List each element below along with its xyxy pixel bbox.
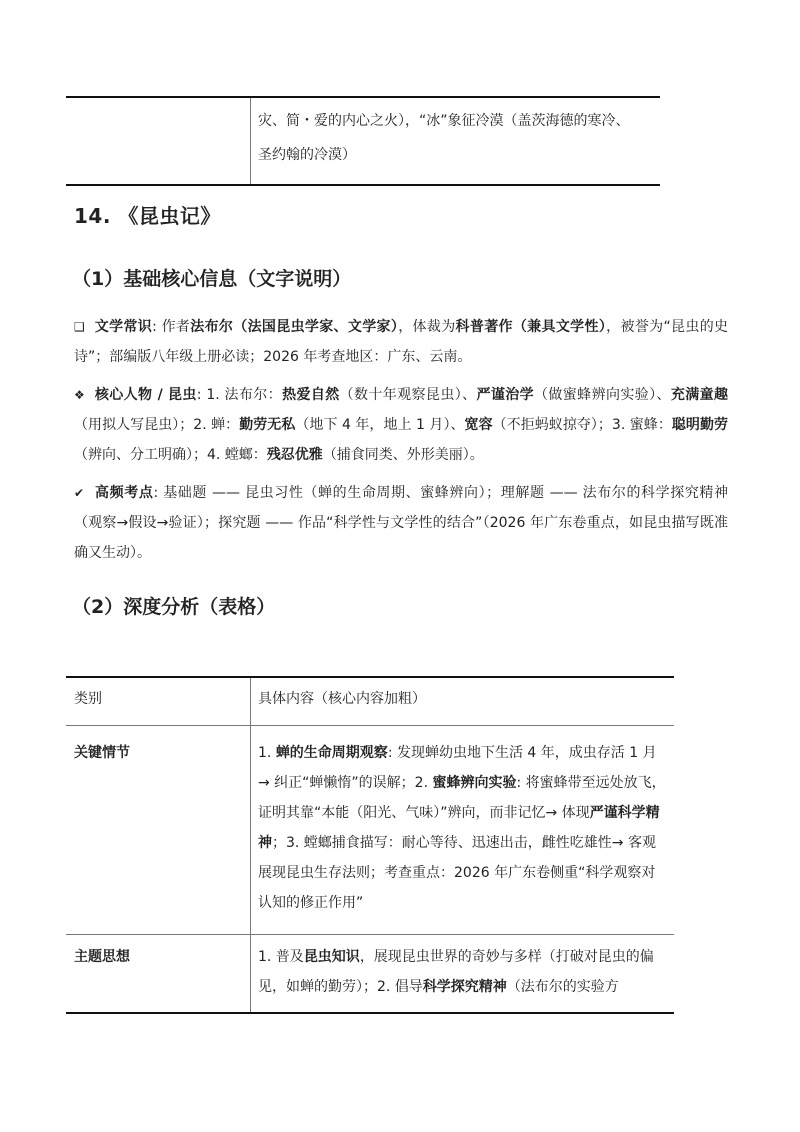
bold-text: 蜜蜂辨向实验 bbox=[432, 775, 517, 791]
paragraph-lead: 文学常识 bbox=[94, 319, 153, 335]
checkmark-icon: ✔ bbox=[74, 486, 85, 500]
cell-line: 灾、简・爱的内心之火），“冰”象征冷漠（盖茨海德的寒冷、 bbox=[258, 113, 630, 129]
text: ，体裁为 bbox=[398, 319, 456, 335]
bold-text: 残忍优雅 bbox=[266, 447, 323, 463]
checkbox-icon: ❑ bbox=[74, 320, 85, 334]
text: ；3. 螳螂捕食描写：耐心等待、迅速出击，雌性吃雄性→ 客观展现昆虫生存法则；考查重点：2026 年广东卷侧重“科学观察对认知的修正作用” bbox=[258, 835, 656, 911]
bold-text: 科学探究精神 bbox=[422, 979, 507, 995]
bold-text: 蝉的生命周期观察 bbox=[275, 745, 388, 761]
bold-text: 勤劳无私 bbox=[239, 417, 296, 433]
text: 1. bbox=[258, 745, 276, 761]
bold-text: 聪明勤劳 bbox=[671, 417, 729, 433]
section-title: 14. 《昆虫记》 bbox=[74, 204, 221, 228]
text: : 1. 法布尔： bbox=[196, 387, 283, 403]
paragraph-lead: 高频考点 bbox=[95, 485, 154, 501]
column-divider bbox=[250, 98, 251, 184]
row-label-key-plot: 关键情节 bbox=[74, 745, 130, 761]
row-label-theme: 主题思想 bbox=[74, 949, 130, 965]
paragraph-exam-points bbox=[74, 478, 728, 568]
paragraph-core-characters bbox=[74, 380, 728, 470]
previous-table-fragment bbox=[66, 96, 660, 186]
row-content-key-plot bbox=[258, 738, 668, 918]
text: （辨向、分工明确）；4. 螳螂： bbox=[74, 447, 267, 463]
text: ，展现昆虫世界的奇妙与多样（打破对昆虫的偏见，如蝉的勤劳）；2. 倡导 bbox=[258, 949, 654, 995]
text: : 基础题 —— 昆虫习性（蝉的生命周期、蜜蜂辨向）；理解题 —— 法布尔的科学探究精神（观察→假设→验证）；探究题 —— 作品“科学性与文学性的结合”（2026 年广东卷重点，如昆虫描写既准确又生动）。 bbox=[74, 485, 729, 561]
row-content-theme bbox=[258, 942, 668, 1002]
text: ，被誉为“昆虫的史诗”；部编版八年级上册必读；2026 年考查地区：广东、云南。 bbox=[74, 319, 729, 365]
text: : 作者 bbox=[152, 319, 191, 335]
subsection-title-basic-info: （1）基础核心信息（文字说明） bbox=[72, 268, 352, 290]
bold-text: 法布尔（法国昆虫学家、文学家） bbox=[190, 319, 399, 335]
header-content: 具体内容（核心内容加粗） bbox=[258, 691, 426, 707]
paragraph-lead: 核心人物 / 昆虫 bbox=[94, 387, 197, 403]
header-category: 类别 bbox=[74, 691, 102, 707]
text: （做蜜蜂辨向实验）、 bbox=[534, 387, 671, 403]
text: （地下 4 年，地上 1 月）、 bbox=[295, 417, 465, 433]
text: : 将蜜蜂带至远处放飞，证明其靠“本能（阳光、气味）”辨向，而非记忆→ 体现 bbox=[258, 775, 666, 821]
cell-line: 圣约翰的冷漠） bbox=[258, 147, 356, 163]
text: （用拟人写昆虫）；2. 蝉： bbox=[74, 417, 240, 433]
subsection-title-analysis: （2）深度分析（表格） bbox=[72, 596, 276, 618]
bold-text: 昆虫知识 bbox=[303, 949, 360, 965]
row-divider bbox=[66, 725, 674, 726]
table-cell-content bbox=[258, 104, 654, 172]
bold-text: 科普著作（兼具文学性） bbox=[455, 319, 607, 335]
text: （法布尔的实验方 bbox=[506, 979, 619, 995]
text: : 发现蝉幼虫地下生活 4 年，成虫存活 1 月→ 纠正“蝉懒惰”的误解；2. bbox=[258, 745, 657, 791]
bold-text: 严谨治学 bbox=[476, 387, 535, 403]
text: （数十年观察昆虫）、 bbox=[339, 387, 477, 403]
bold-text: 严谨科学精神 bbox=[258, 805, 660, 851]
analysis-table bbox=[66, 676, 674, 1014]
row-divider bbox=[66, 934, 674, 935]
text: （不拒蚂蚁掠夺）；3. 蜜蜂： bbox=[492, 417, 672, 433]
column-divider bbox=[250, 678, 251, 1012]
bold-text: 热爱自然 bbox=[282, 387, 340, 403]
diamond-icon: ❖ bbox=[74, 388, 85, 402]
bold-text: 充满童趣 bbox=[670, 387, 729, 403]
bold-text: 宽容 bbox=[464, 417, 493, 433]
text: （捕食同类、外形美丽）。 bbox=[322, 447, 484, 463]
paragraph-literary-knowledge bbox=[74, 312, 728, 372]
text: 1. 普及 bbox=[258, 949, 304, 965]
